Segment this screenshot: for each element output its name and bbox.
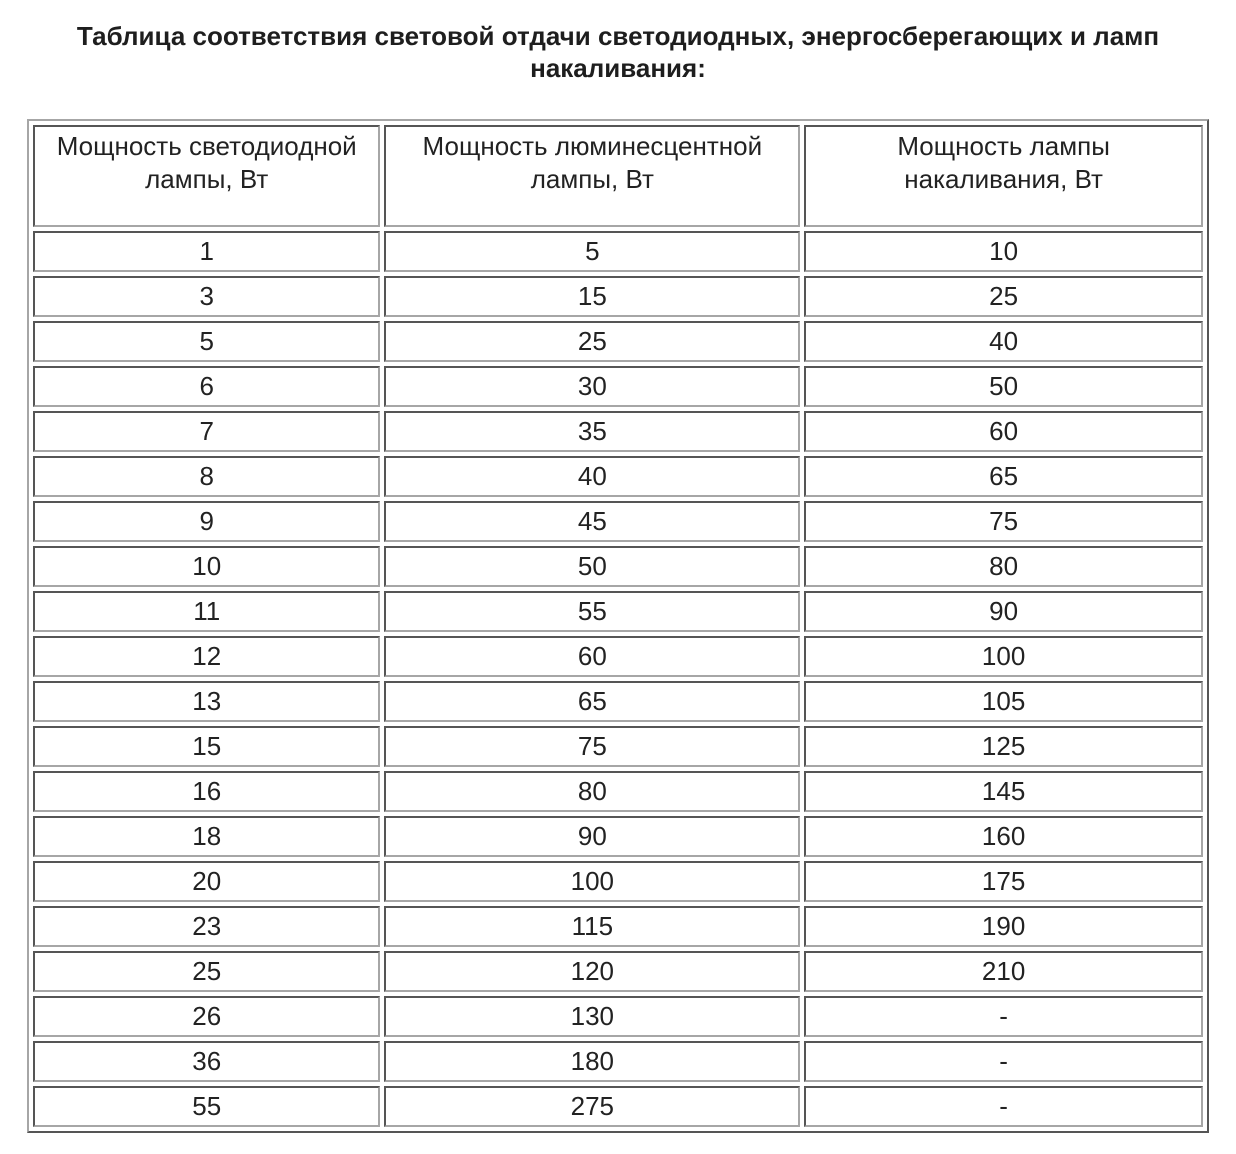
table-row bbox=[33, 726, 1203, 767]
table-row bbox=[33, 321, 1203, 362]
fluorescent-power-cell: 100 bbox=[384, 861, 800, 902]
table-row bbox=[33, 1086, 1203, 1127]
incandescent-power-cell: 75 bbox=[804, 501, 1203, 542]
table-row bbox=[33, 861, 1203, 902]
incandescent-power-cell: 210 bbox=[804, 951, 1203, 992]
table-row bbox=[33, 816, 1203, 857]
led-power-cell: 7 bbox=[33, 411, 380, 452]
led-power-cell: 11 bbox=[33, 591, 380, 632]
led-power-cell: 8 bbox=[33, 456, 380, 497]
led-power-cell: 6 bbox=[33, 366, 380, 407]
fluorescent-power-cell: 15 bbox=[384, 276, 800, 317]
led-power-cell: 16 bbox=[33, 771, 380, 812]
fluorescent-power-cell: 40 bbox=[384, 456, 800, 497]
fluorescent-power-cell: 30 bbox=[384, 366, 800, 407]
table-row bbox=[33, 231, 1203, 272]
table-row bbox=[33, 411, 1203, 452]
led-power-cell: 26 bbox=[33, 996, 380, 1037]
incandescent-power-cell: 80 bbox=[804, 546, 1203, 587]
led-power-cell: 13 bbox=[33, 681, 380, 722]
led-power-cell: 36 bbox=[33, 1041, 380, 1082]
table-row bbox=[33, 501, 1203, 542]
led-power-cell: 20 bbox=[33, 861, 380, 902]
table-row bbox=[33, 951, 1203, 992]
led-power-cell: 1 bbox=[33, 231, 380, 272]
table-container bbox=[27, 119, 1209, 1133]
incandescent-power-cell: - bbox=[804, 996, 1203, 1037]
table-row bbox=[33, 681, 1203, 722]
page-title bbox=[0, 0, 1236, 84]
led-power-cell: 9 bbox=[33, 501, 380, 542]
fluorescent-power-cell: 25 bbox=[384, 321, 800, 362]
incandescent-power-cell: 50 bbox=[804, 366, 1203, 407]
incandescent-power-cell: 105 bbox=[804, 681, 1203, 722]
led-power-cell: 18 bbox=[33, 816, 380, 857]
fluorescent-power-cell: 120 bbox=[384, 951, 800, 992]
table-row bbox=[33, 1041, 1203, 1082]
led-power-cell: 12 bbox=[33, 636, 380, 677]
fluorescent-power-cell: 130 bbox=[384, 996, 800, 1037]
incandescent-power-cell: 190 bbox=[804, 906, 1203, 947]
incandescent-power-cell: 175 bbox=[804, 861, 1203, 902]
header-fluorescent-power: Мощность люминесцентной лампы, Вт bbox=[384, 125, 800, 227]
table-row bbox=[33, 456, 1203, 497]
incandescent-power-cell: 160 bbox=[804, 816, 1203, 857]
incandescent-power-cell: 40 bbox=[804, 321, 1203, 362]
fluorescent-power-cell: 65 bbox=[384, 681, 800, 722]
header-incandescent-power: Мощность лампы накаливания, Вт bbox=[804, 125, 1203, 227]
fluorescent-power-cell: 50 bbox=[384, 546, 800, 587]
led-power-cell: 10 bbox=[33, 546, 380, 587]
fluorescent-power-cell: 60 bbox=[384, 636, 800, 677]
fluorescent-power-cell: 5 bbox=[384, 231, 800, 272]
fluorescent-power-cell: 80 bbox=[384, 771, 800, 812]
incandescent-power-cell: 100 bbox=[804, 636, 1203, 677]
table-row bbox=[33, 276, 1203, 317]
incandescent-power-cell: 25 bbox=[804, 276, 1203, 317]
incandescent-power-cell: - bbox=[804, 1041, 1203, 1082]
incandescent-power-cell: 90 bbox=[804, 591, 1203, 632]
led-power-cell: 55 bbox=[33, 1086, 380, 1127]
fluorescent-power-cell: 35 bbox=[384, 411, 800, 452]
table-row bbox=[33, 591, 1203, 632]
table-row bbox=[33, 906, 1203, 947]
led-power-cell: 5 bbox=[33, 321, 380, 362]
table-row bbox=[33, 546, 1203, 587]
page-title-line-2: накаливания: bbox=[530, 53, 706, 83]
fluorescent-power-cell: 180 bbox=[384, 1041, 800, 1082]
lamp-equivalence-table bbox=[27, 119, 1209, 1133]
table-row bbox=[33, 771, 1203, 812]
incandescent-power-cell: 65 bbox=[804, 456, 1203, 497]
led-power-cell: 23 bbox=[33, 906, 380, 947]
table-row bbox=[33, 366, 1203, 407]
table-row bbox=[33, 636, 1203, 677]
led-power-cell: 3 bbox=[33, 276, 380, 317]
fluorescent-power-cell: 90 bbox=[384, 816, 800, 857]
fluorescent-power-cell: 55 bbox=[384, 591, 800, 632]
incandescent-power-cell: - bbox=[804, 1086, 1203, 1127]
fluorescent-power-cell: 275 bbox=[384, 1086, 800, 1127]
header-row bbox=[33, 125, 1203, 227]
incandescent-power-cell: 125 bbox=[804, 726, 1203, 767]
fluorescent-power-cell: 75 bbox=[384, 726, 800, 767]
led-power-cell: 25 bbox=[33, 951, 380, 992]
table-row bbox=[33, 996, 1203, 1037]
header-led-power: Мощность светодиодной лампы, Вт bbox=[33, 125, 380, 227]
incandescent-power-cell: 60 bbox=[804, 411, 1203, 452]
page-title-line-1: Таблица соответствия световой отдачи светодиодных, энергосберегающих и ламп bbox=[76, 21, 1160, 51]
incandescent-power-cell: 10 bbox=[804, 231, 1203, 272]
fluorescent-power-cell: 45 bbox=[384, 501, 800, 542]
incandescent-power-cell: 145 bbox=[804, 771, 1203, 812]
led-power-cell: 15 bbox=[33, 726, 380, 767]
fluorescent-power-cell: 115 bbox=[384, 906, 800, 947]
